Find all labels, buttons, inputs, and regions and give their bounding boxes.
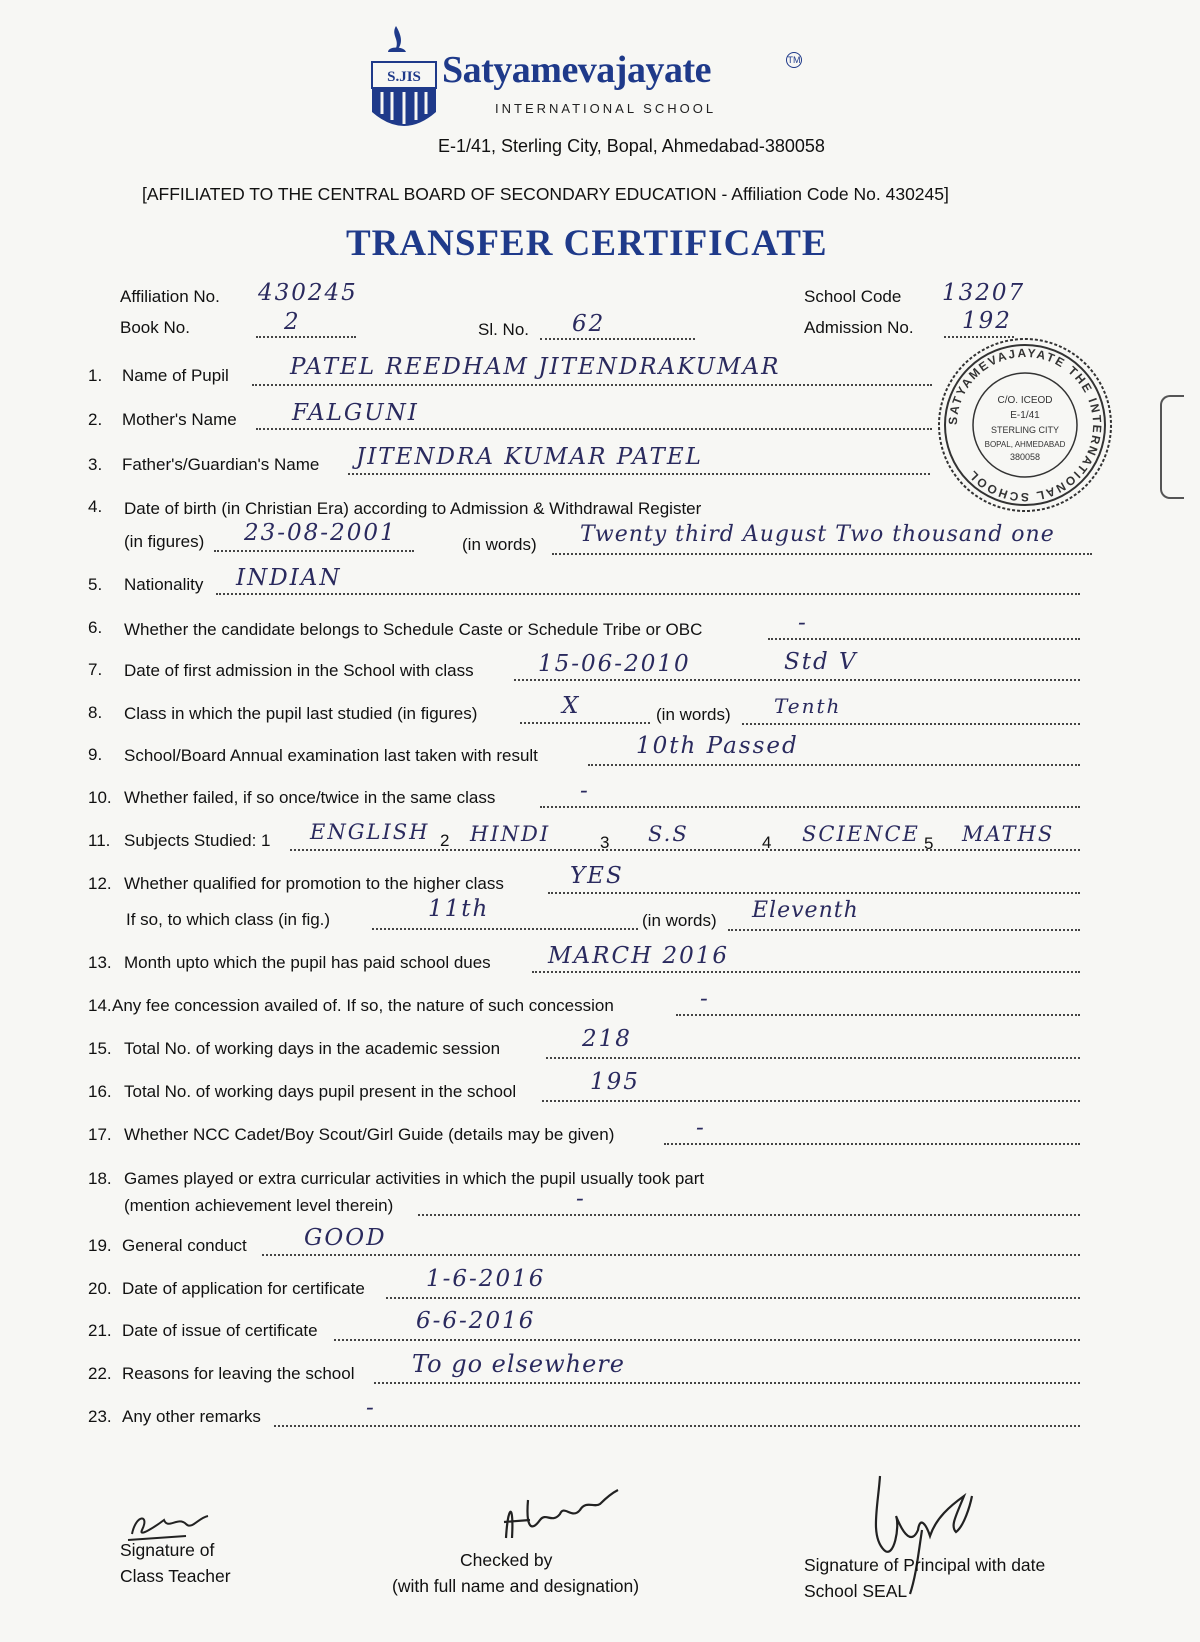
field-21-number: 21. [88, 1321, 112, 1340]
margin-bracket-mark [1160, 395, 1184, 499]
field-21-label: Date of issue of certificate [122, 1321, 318, 1340]
field-12-label: Whether qualified for promotion to the higher class [124, 874, 504, 893]
field-23-number: 23. [88, 1407, 112, 1426]
field-5-value: INDIAN [236, 565, 342, 591]
admission-no-label: Admission No. [804, 318, 914, 337]
field-22-value: To go elsewhere [412, 1350, 625, 1378]
field-9-line [588, 764, 1080, 766]
field-20-label: Date of application for certificate [122, 1279, 365, 1298]
field-8-number: 8. [88, 703, 103, 722]
field-3-label: Father's/Guardian's Name [122, 455, 320, 474]
field-3-number: 3. [88, 455, 103, 474]
subject-5-number: 5 [924, 834, 934, 853]
field-20-value: 1-6-2016 [426, 1266, 546, 1292]
school-code-value: 13207 [942, 280, 1026, 306]
field-16-value: 195 [590, 1069, 640, 1095]
school-code-label: School Code [804, 287, 902, 306]
field-19-label: General conduct [122, 1236, 247, 1255]
field-23-label: Any other remarks [122, 1407, 261, 1426]
sl-no-line [540, 338, 695, 340]
sl-no-value: 62 [572, 311, 606, 337]
field-18-number: 18. [88, 1169, 112, 1188]
book-no-value: 2 [284, 309, 301, 335]
field-4-number: 4. [88, 497, 103, 516]
field-2-value: FALGUNI [292, 400, 419, 426]
field-18-label: Games played or extra curricular activities in which the pupil usually took part [124, 1169, 705, 1188]
field-14-number: 14. [88, 996, 112, 1015]
affiliation-line: [AFFILIATED TO THE CENTRAL BOARD OF SECONDARY EDUCATION - Affiliation Code No. 430245] [142, 184, 949, 204]
field-13-line [532, 971, 1080, 973]
field-12-sub-value: 11th [428, 896, 490, 922]
field-6-line [768, 638, 1080, 640]
field-18-line [418, 1214, 1080, 1216]
field-15-number: 15. [88, 1039, 112, 1058]
field-12-sub-label: If so, to which class (in fig.) [126, 910, 331, 929]
svg-text:380058: 380058 [1009, 452, 1041, 462]
field-8-label: Class in which the pupil last studied (in figures) [124, 704, 478, 723]
subject-1-value: ENGLISH [310, 820, 430, 844]
dob-figures-label: (in figures) [124, 532, 205, 551]
subject-4-number: 4 [762, 833, 772, 852]
field-11-number: 11. [88, 831, 111, 850]
field-9-label: School/Board Annual examination last taken with result [124, 746, 538, 765]
field-22-line [374, 1382, 1080, 1384]
field-7-line [514, 679, 1080, 681]
field-19-line [262, 1254, 1080, 1256]
book-no-line [256, 336, 356, 338]
field-13-number: 13. [88, 953, 112, 972]
field-18-value: - [576, 1186, 586, 1212]
subject-2-number: 2 [440, 831, 450, 850]
field-8-line [520, 722, 650, 724]
field-19-number: 19. [88, 1236, 112, 1255]
subject-2-value: HINDI [470, 822, 551, 846]
admission-no-value: 192 [962, 308, 1012, 334]
field-10-value: - [580, 778, 590, 804]
field-17-number: 17. [88, 1125, 112, 1144]
school-subtitle: INTERNATIONAL SCHOOL [495, 101, 717, 116]
school-address: E-1/41, Sterling City, Bopal, Ahmedabad-380058 [438, 136, 825, 156]
field-14-label: Any fee concession availed of. If so, the nature of such concession [112, 996, 614, 1015]
field-15-line [546, 1057, 1080, 1059]
field-9-value: 10th Passed [636, 733, 799, 759]
school-logo-icon [368, 22, 440, 140]
field-21-line [334, 1339, 1080, 1341]
subject-5-value: MATHS [962, 822, 1055, 846]
dob-words-label: (in words) [462, 535, 537, 554]
field-8-words-line [742, 723, 1080, 725]
checker-signature-mark [500, 1484, 620, 1544]
checked-by-label: Checked by [460, 1550, 553, 1570]
field-23-value: - [366, 1395, 376, 1421]
svg-text:S.JIS: S.JIS [387, 69, 421, 85]
field-6-value: - [798, 610, 808, 636]
checked-by-sub-label: (with full name and designation) [392, 1576, 640, 1596]
dob-figures-line [214, 550, 414, 552]
field-3-value: JITENDRA KUMAR PATEL [356, 444, 703, 470]
subject-4-value: SCIENCE [802, 822, 920, 846]
affiliation-no-value: 430245 [258, 280, 358, 306]
svg-text:STERLING CITY: STERLING CITY [990, 425, 1060, 435]
field-20-line [386, 1297, 1080, 1299]
dob-figures-value: 23-08-2001 [244, 520, 397, 546]
field-12-number: 12. [88, 874, 112, 893]
field-8-words-label: (in words) [656, 705, 731, 724]
sl-no-label: Sl. No. [478, 320, 530, 339]
field-7-number: 7. [88, 660, 103, 679]
field-2-line [256, 428, 932, 430]
field-16-number: 16. [88, 1082, 112, 1101]
field-10-number: 10. [88, 788, 112, 807]
field-14-value: - [700, 986, 710, 1012]
field-7-label: Date of first admission in the School with class [124, 661, 474, 680]
field-18-label-2: (mention achievement level therein) [124, 1196, 394, 1215]
dob-words-value: Twenty third August Two thousand one [580, 522, 1055, 547]
book-no-label: Book No. [120, 318, 190, 337]
field-1-line [252, 384, 932, 386]
principal-signature-label-1: Signature of Principal with date [804, 1555, 1046, 1575]
field-12-words-line [728, 929, 1080, 931]
field-12-sub-line [372, 928, 638, 930]
field-7-class-value: Std V [784, 649, 858, 675]
field-9-number: 9. [88, 745, 103, 764]
field-23-line [274, 1425, 1080, 1427]
field-6-number: 6. [88, 618, 103, 637]
field-12-words-value: Eleventh [752, 898, 859, 923]
field-22-number: 22. [88, 1364, 112, 1383]
field-12-line [548, 892, 1080, 894]
field-17-value: - [696, 1115, 706, 1141]
field-5-label: Nationality [124, 575, 204, 594]
field-5-line [216, 593, 1080, 595]
field-10-label: Whether failed, if so once/twice in the same class [124, 788, 496, 807]
field-2-label: Mother's Name [122, 410, 237, 429]
field-15-label: Total No. of working days in the academic session [124, 1039, 501, 1058]
svg-text:C/O. ICEOD: C/O. ICEOD [997, 395, 1053, 406]
field-1-label: Name of Pupil [122, 366, 229, 385]
subject-3-number: 3 [600, 833, 610, 852]
field-13-label: Month upto which the pupil has paid school dues [124, 953, 491, 972]
affiliation-no-label: Affiliation No. [120, 287, 220, 306]
field-5-number: 5. [88, 575, 103, 594]
field-1-value: PATEL REEDHAM JITENDRAKUMAR [290, 354, 781, 380]
field-20-number: 20. [88, 1279, 112, 1298]
field-8-words-value: Tenth [774, 694, 842, 718]
field-19-value: GOOD [304, 1225, 387, 1251]
field-12-words-label: (in words) [642, 911, 717, 930]
field-8-value: X [562, 693, 581, 719]
teacher-signature-label-1: Signature of [120, 1540, 215, 1560]
field-16-label: Total No. of working days pupil present in the school [124, 1082, 517, 1101]
field-22-label: Reasons for leaving the school [122, 1364, 355, 1383]
field-11-line [290, 849, 1080, 851]
field-4-label: Date of birth (in Christian Era) according to Admission & Withdrawal Register [124, 499, 702, 518]
teacher-signature-label-2: Class Teacher [120, 1566, 231, 1586]
trademark-mark: TM [786, 52, 802, 68]
svg-text:E-1/41: E-1/41 [1010, 410, 1040, 421]
subject-3-value: S.S [648, 822, 689, 846]
field-10-line [540, 806, 1080, 808]
field-11-label: Subjects Studied: 1 [124, 831, 271, 850]
field-6-label: Whether the candidate belongs to Schedule Caste or Schedule Tribe or OBC [124, 620, 703, 639]
svg-text:BOPAL, AHMEDABAD: BOPAL, AHMEDABAD [984, 440, 1066, 449]
field-16-line [542, 1100, 1080, 1102]
field-2-number: 2. [88, 410, 103, 429]
svg-text:SATYAMEVAJAYATE THE INTERNATIO: SATYAMEVAJAYATE THE INTERNATIONAL SCHOOL [945, 345, 1105, 505]
field-12-value: YES [570, 863, 624, 889]
field-15-value: 218 [582, 1026, 632, 1052]
principal-signature-label-2: School SEAL [804, 1581, 908, 1601]
field-13-value: MARCH 2016 [548, 943, 729, 969]
field-7-date-value: 15-06-2010 [538, 651, 691, 677]
field-14-line [676, 1014, 1080, 1016]
field-17-line [664, 1143, 1080, 1145]
field-21-value: 6-6-2016 [416, 1308, 536, 1334]
school-name: Satyamevajayate [442, 49, 711, 91]
field-3-line [348, 473, 930, 475]
field-17-label: Whether NCC Cadet/Boy Scout/Girl Guide (details may be given) [124, 1125, 615, 1144]
document-title: TRANSFER CERTIFICATE [346, 223, 828, 264]
dob-words-line [552, 553, 1092, 555]
field-1-number: 1. [88, 366, 103, 385]
school-seal [935, 335, 1115, 515]
